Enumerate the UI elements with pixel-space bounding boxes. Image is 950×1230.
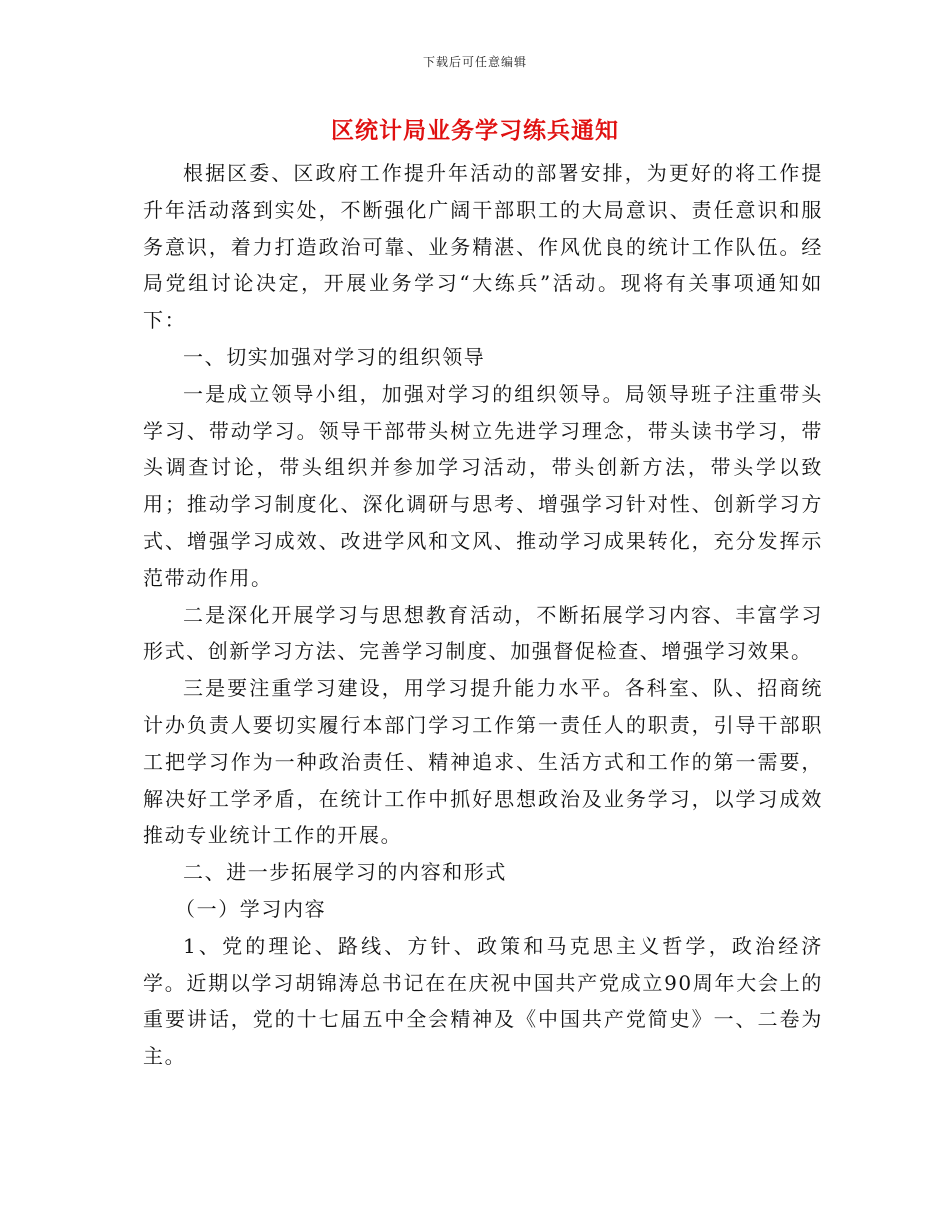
paragraph-item-1: 一是成立领导小组，加强对学习的组织领导。局领导班子注重带头学习、带动学习。领导干部带头树立先进学习理念，带头读书学习，带头调查讨论，带头组织并参加学习活动，带头创新方法，带头学以致用；推动学习制度化、深化调研与思考、增强学习针对性、创新学习方式、增强学习成效、改进学风和文风、推动学习成果转化，充分发挥示范带动作用。 (143, 381, 823, 590)
header-note: 下载后可任意编辑 (422, 55, 527, 69)
document-body (143, 155, 823, 1075)
section-heading-2: 二、进一步拓展学习的内容和形式 (183, 860, 507, 885)
paragraph-item-2: 二是深化开展学习与思想教育活动，不断拓展学习内容、丰富学习形式、创新学习方法、完善学习制度、加强督促检查、增强学习效果。 (143, 602, 823, 664)
subsection-heading-1: （一）学习内容 (175, 896, 327, 921)
paragraph-item-3: 三是要注重学习建设，用学习提升能力水平。各科室、队、招商统计办负责人要切实履行本部门学习工作第一责任人的职责，引导干部职工把学习作为一种政治责任、精神追求、生活方式和工作的第一需要，解决好工学矛盾，在统计工作中抓好思想政治及业务学习，以学习成效推动专业统计工作的开展。 (143, 676, 823, 848)
intro-paragraph: 根据区委、区政府工作提升年活动的部署安排，为更好的将工作提升年活动落到实处，不断强化广阔干部职工的大局意识、责任意识和服务意识，着力打造政治可靠、业务精湛、作风优良的统计工作队伍。经局党组讨论决定，开展业务学习“大练兵”活动。现将有关事项通知如下： (143, 161, 823, 333)
document-title: 区统计局业务学习练兵通知 (331, 117, 619, 144)
section-heading-1: 一、切实加强对学习的组织领导 (183, 344, 486, 369)
paragraph-study-content-1: 1、党的理论、路线、方针、政策和马克思主义哲学，政治经济学。近期以学习胡锦涛总书记在在庆祝中国共产党成立90周年大会上的重要讲话，党的十七届五中全会精神及《中国共产党简史》一、二卷为主。 (143, 933, 823, 1069)
